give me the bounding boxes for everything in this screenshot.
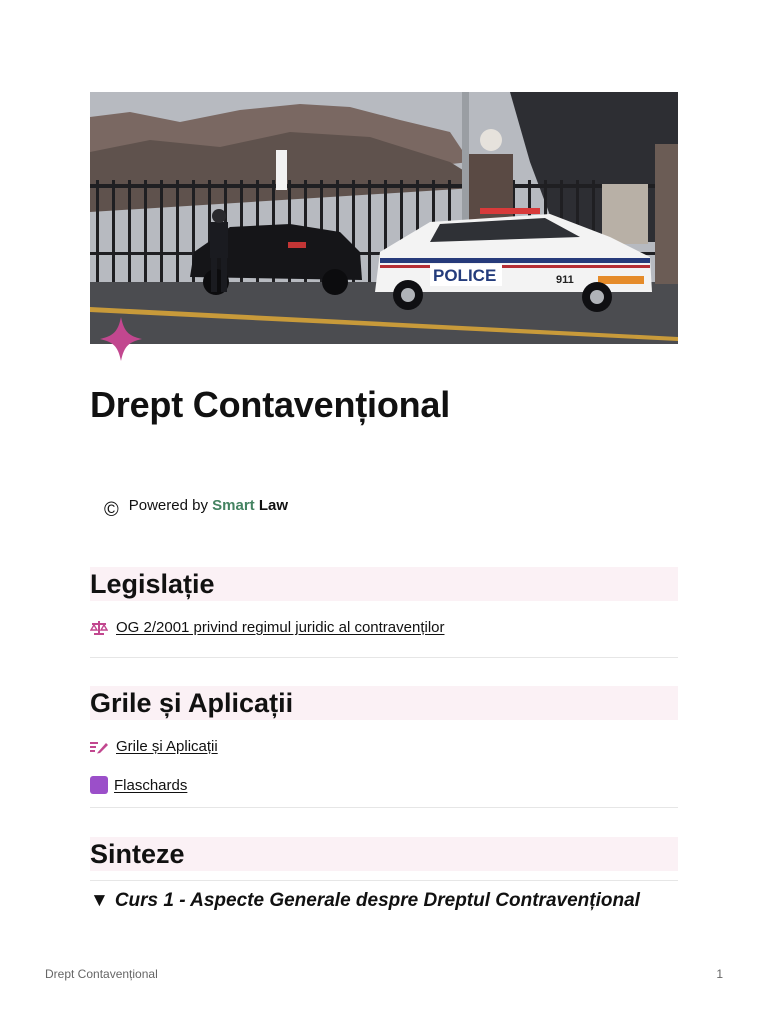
toggle-curs-1[interactable] [90,890,640,912]
unit-number-text: 911 [556,274,574,286]
scales-icon [90,620,108,636]
section-heading-sinteze [90,837,678,871]
purple-square-icon [90,776,108,794]
brand-law: Law [258,497,289,514]
brand-smart: Smart [212,497,255,514]
police-sign-text: POLICE [433,266,497,285]
powered-callout [104,497,288,522]
toggle-label[interactable]: Curs 1 - Aspecte Generale despre Dreptul Contravențional [114,890,640,911]
copyright-icon: © [104,499,119,521]
cover-illustration [90,92,678,344]
section-heading-grile [90,686,678,720]
grile-link-row[interactable] [90,738,218,755]
toggle-arrow-icon[interactable]: ▼ [90,890,109,911]
grile-aplicatii-link[interactable]: Grile și Aplicații [116,738,218,755]
divider [90,880,678,881]
flashcards-link-row[interactable] [90,776,187,794]
footer-title: Drept Contavențional [45,967,158,981]
edit-list-icon [90,740,108,754]
section-heading-legislatie [90,567,678,601]
og-2-2001-link[interactable]: OG 2/2001 privind regimul juridic al contravenților [116,619,445,636]
legislation-link-row[interactable] [90,619,444,636]
divider [90,807,678,808]
page-diamond-icon [99,316,143,362]
section-heading-text: Grile și Aplicații [90,688,294,718]
page-number: 1 [716,967,723,981]
powered-text [129,497,288,514]
powered-prefix: Powered by [128,497,213,514]
cover-image [90,92,678,344]
section-heading-text: Legislație [90,569,215,599]
page-title: Drept Contavențional [90,384,451,425]
section-heading-text: Sinteze [90,839,185,869]
divider [90,657,678,658]
flashcards-link[interactable]: Flaschards [114,776,188,794]
